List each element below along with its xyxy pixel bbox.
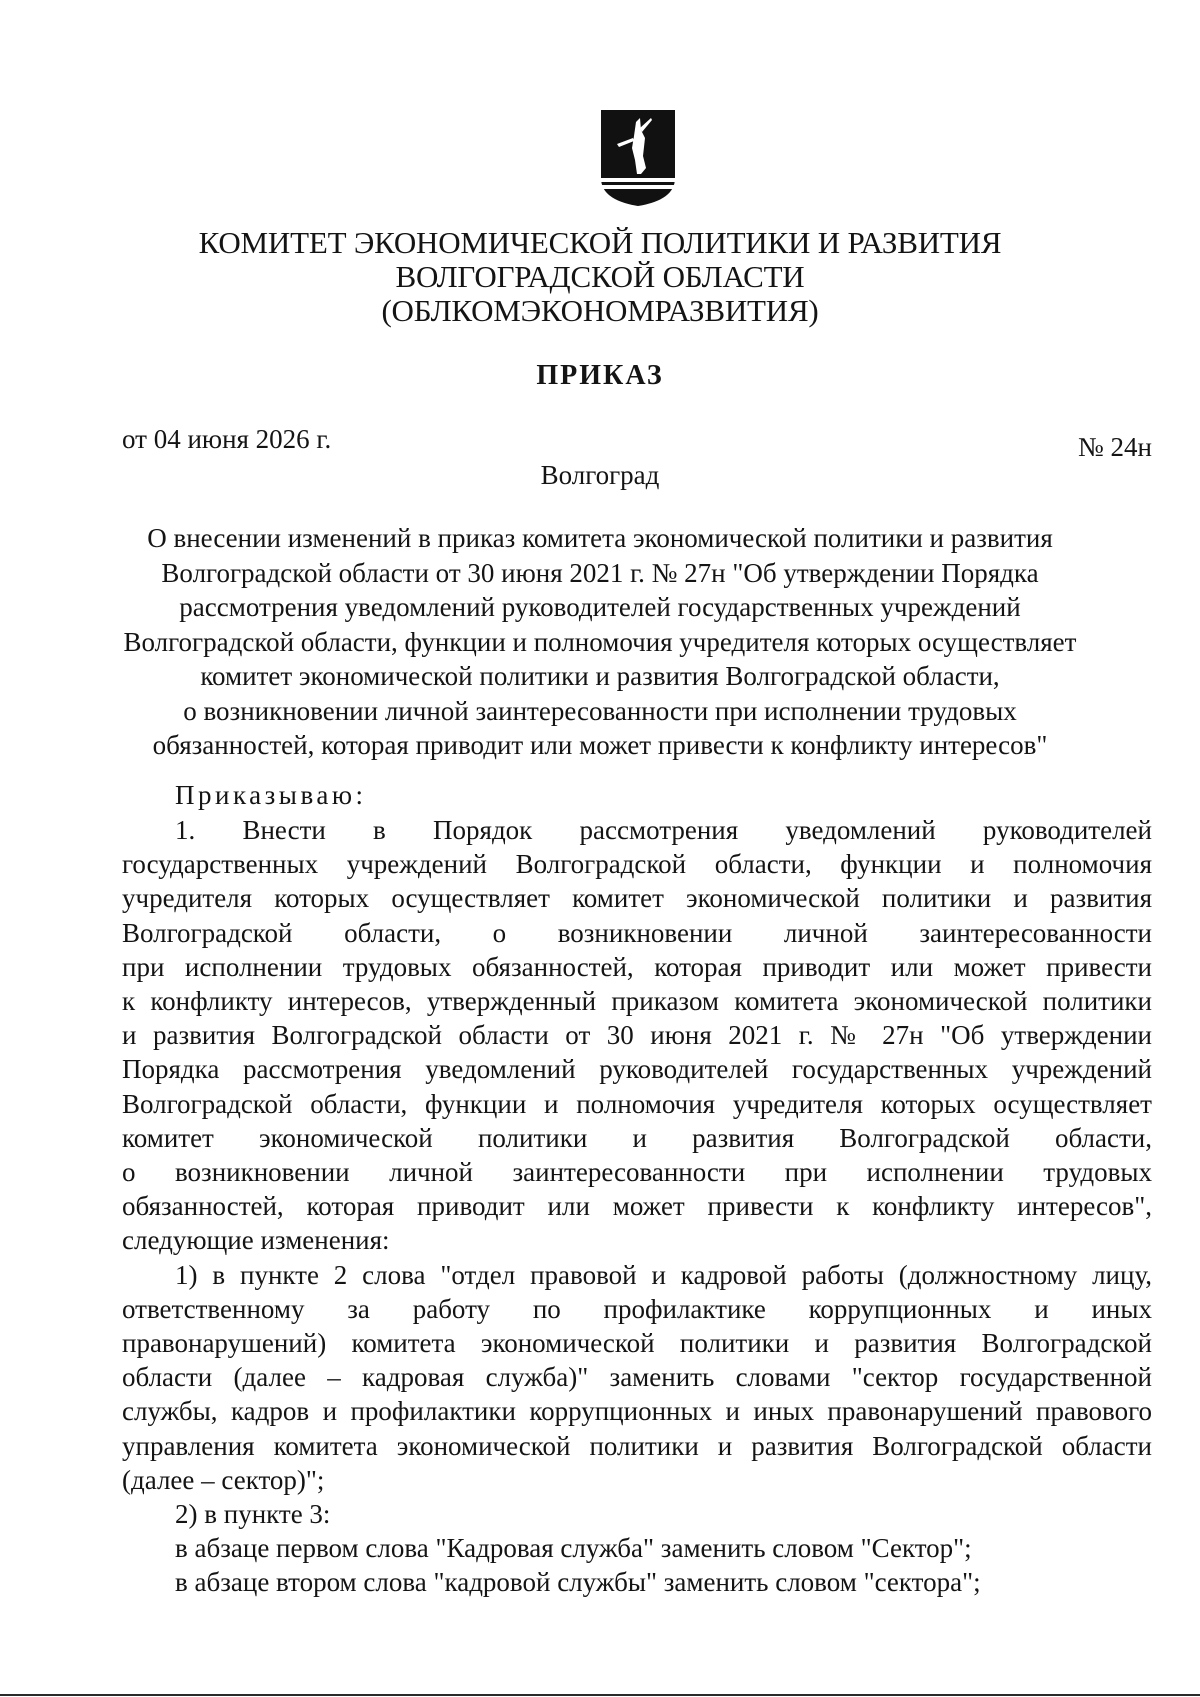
document-type-title: ПРИКАЗ (536, 360, 664, 391)
volgograd-coat-of-arms-icon (599, 108, 677, 208)
body-line: (далее – сектор)"; (122, 1464, 325, 1495)
page-bottom-rule (0, 1694, 1200, 1696)
body-line: следующие изменения: (122, 1225, 390, 1256)
subject-line: комитет экономической политики и развития Волгоградской области, (200, 661, 1000, 691)
order-subject (100, 521, 1100, 763)
body-line: Волгоградской области, о возникновении личной заинтересованности (122, 917, 1152, 948)
subject-line: о возникновении личной заинтересованности при исполнении трудовых (183, 695, 1017, 726)
body-line: управления комитета экономической политики и развития Волгоградской области (122, 1430, 1152, 1461)
order-city: Волгоград (540, 460, 660, 490)
subject-line: О внесении изменений в приказ комитета экономической политики и развития (147, 523, 1053, 553)
committee-name-line-2: ВОЛГОГРАДСКОЙ ОБЛАСТИ (395, 259, 805, 294)
body-line: 1. Внести в Порядок рассмотрения уведомлений руководителей (175, 815, 1152, 845)
body-line: области (далее – кадровая служба)" заменить словами "сектор государственной (122, 1362, 1152, 1393)
body-line: Порядка рассмотрения уведомлений руководителей государственных учреждений (122, 1054, 1152, 1085)
body-line: в абзаце втором слова "кадровой службы" заменить словом "сектора"; (175, 1567, 981, 1598)
body-line: службы, кадров и профилактики коррупционных и иных правонарушений правового (122, 1396, 1152, 1427)
body-line: о возникновении личной заинтересованности при исполнении трудовых (122, 1157, 1152, 1188)
order-number: № 24н (1078, 432, 1152, 462)
body-line: к конфликту интересов, утвержденный приказом комитета экономической политики (122, 986, 1152, 1017)
subject-line: обязанностей, которая приводит или может привести к конфликту интересов" (152, 730, 1048, 760)
body-line: учредителя которых осуществляет комитет экономической политики и развития (122, 883, 1152, 914)
committee-name-line-1: КОМИТЕТ ЭКОНОМИЧЕСКОЙ ПОЛИТИКИ И РАЗВИТИЯ (198, 225, 1002, 260)
body-line: Волгоградской области, функции и полномочия учредителя которых осуществляет (122, 1088, 1152, 1119)
body-line: и развития Волгоградской области от 30 июня 2021 г. № 27н "Об утверждении (122, 1020, 1152, 1051)
body-line: 2) в пункте 3: (175, 1499, 331, 1530)
body-line: государственных учреждений Волгоградской области, функции и полномочия (122, 849, 1152, 880)
body-line: обязанностей, которая приводит или может привести к конфликту интересов", (122, 1191, 1152, 1222)
body-line: комитет экономической политики и развития Волгоградской области, (122, 1122, 1152, 1153)
body-line: 1) в пункте 2 слова "отдел правовой и кадровой работы (должностному лицу, (175, 1259, 1152, 1290)
body-line: при исполнении трудовых обязанностей, которая приводит или может привести (122, 951, 1152, 982)
order-body (122, 813, 1152, 1600)
subject-line: Волгоградской области, функции и полномочия учредителя которых осуществляет (123, 626, 1077, 657)
committee-abbreviation: (ОБЛКОМЭКОНОМРАЗВИТИЯ) (381, 293, 819, 328)
order-word: Приказываю: (175, 780, 367, 810)
subject-line: Волгоградской области от 30 июня 2021 г. № 27н "Об утверждении Порядка (161, 557, 1039, 588)
order-date: от 04 июня 2026 г. (122, 424, 332, 454)
body-line: ответственному за работу по профилактике коррупционных и иных (122, 1293, 1152, 1324)
body-line: правонарушений) комитета экономической политики и развития Волгоградской (122, 1328, 1152, 1359)
body-line: в абзаце первом слова "Кадровая служба" заменить словом "Сектор"; (175, 1533, 972, 1564)
subject-line: рассмотрения уведомлений руководителей государственных учреждений (179, 592, 1021, 622)
